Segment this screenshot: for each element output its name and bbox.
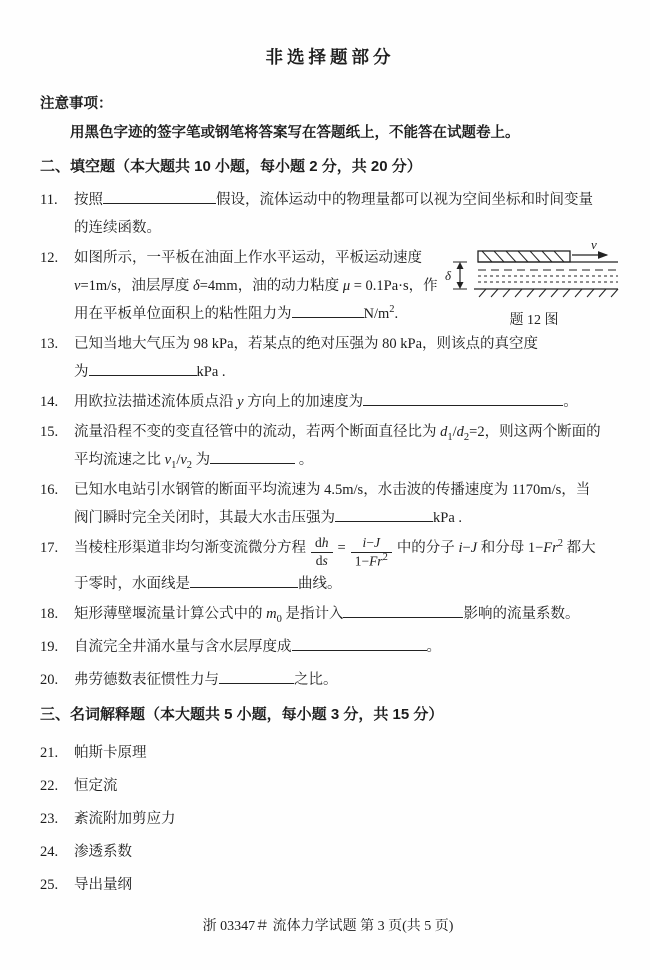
page-title: 非选择题部分 [265,47,395,67]
answer-blank [210,449,295,464]
answer-blank [103,189,216,204]
question-q22 [40,772,616,800]
question-q21 [40,739,616,767]
question-text: 已知水电站引水钢管的断面平均流速为 4.5m/s，水击波的传播速度为 1170m/s，当 阀门瞬时完全关闭时，其最大水击压强为 kPa . [74,482,591,526]
question-number: 20. [40,671,59,688]
answer-blank [219,669,294,684]
question-number: 14. [40,394,59,410]
question-number: 19. [40,638,59,655]
question-number: 13. [40,336,59,352]
question-text: 恒定流 [74,777,118,794]
ground-hatching [479,289,618,297]
fill-question-list [40,186,616,694]
question-text: 自流完全井涌水量与含水层厚度成 。 [74,633,616,661]
question-q13 [40,330,616,386]
question-text: 帕斯卡原理 [74,744,147,761]
question-text: 当棱柱形渠道非均匀渐变流微分方程 $\frac{dh}{ds}$ = $\frac{i-J}{1-Fr^2}$ 中的分子 i−J 和分母 $1-Fr^2$ 都大 于零时，水面线是 曲线。 [74,534,596,592]
question-text: 流量沿程不变的变直径管中的流动，若两个断面直径比为 $d_1/d_2=2$，则这两个断面的 平均流速之比 $v_1/v_2$ 为 。 [74,424,601,471]
fraction: $\frac{dh}{ds}$ [311,535,333,570]
question-number: 25. [40,876,59,893]
question-q20 [40,666,616,694]
section-heading-terms: 三、名词解释题（本大题共 5 小题，每小题 3 分，共 15 分） [40,705,444,723]
question-text: 如图所示，一平板在油面上作水平运动，平板运动速度 v=1m/s，油层厚度 δ=4mm，油的动力粘度 μ = 0.1Pa·s，作 用在平板单位面积上的粘性阻力为 $N/m^2$. [74,250,438,322]
question-q17 [40,534,616,598]
fraction: $\frac{i-J}{1-Fr^2}$ [351,535,392,570]
term-question-list [40,739,616,899]
velocity-label: v [591,239,597,252]
thickness-label: δ [445,268,452,283]
question-number: 23. [40,810,59,827]
question-text: 弗劳德数表征惯性力与 之比。 [74,666,616,694]
question-text: 用欧拉法描述流体质点沿 y 方向上的加速度为 。 [74,388,616,416]
question-q18 [40,600,616,628]
question-number: 21. [40,744,59,761]
question-q12 [40,239,616,328]
question-q11 [40,186,616,242]
question-q14 [40,388,616,416]
section-heading-fill: 二、填空题（本大题共 10 小题，每小题 2 分，共 20 分） [40,158,422,175]
answer-blank [190,573,298,588]
question-text: 按照 假设，流体运动中的物理量都可以视为空间坐标和时间变量 的连续函数。 [74,186,616,242]
question-number: 18. [40,605,59,622]
question-number: 22. [40,777,59,794]
page-footer: 浙 03347＃ 流体力学试题 第 3 页(共 5 页) [202,918,454,934]
answer-blank [343,603,463,618]
question-text: 已知当地大气压为 98 kPa，若某点的绝对压强为 80 kPa，则该点的真空度 为 kPa . [74,336,538,380]
thickness-dimension [453,262,467,289]
question-text: 紊流附加剪应力 [74,810,176,827]
question-text: 导出量纲 [74,876,132,893]
plate [478,251,570,262]
question-number: 24. [40,843,59,860]
answer-blank [335,507,433,522]
answer-blank [292,303,364,318]
question-number: 16. [40,482,59,498]
question-q15 [40,418,616,474]
question-q19 [40,633,616,661]
answer-blank [363,391,563,406]
question-number: 17. [40,540,59,556]
plate-oil-diagram [444,239,624,301]
question-text: 渗透系数 [74,843,132,860]
question-q24 [40,838,616,866]
question-number: 12. [40,250,59,266]
plate-hatching [482,251,564,262]
question-q16 [40,476,616,532]
question-number: 11. [40,192,58,208]
question-q23 [40,805,616,833]
notes-heading: 注意事项： [40,96,113,112]
question-text: 矩形薄壁堰流量计算公式中的 $m_0$ 是指计入 影响的流量系数。 [74,600,616,628]
answer-blank [292,636,427,651]
figure-caption: 题 12 图 [509,313,559,328]
question-number: 15. [40,424,59,440]
question-q25 [40,871,616,899]
notes-body: 用黑色字迹的签字笔或钢笔将答案写在答题纸上，不能答在试题卷上。 [70,125,520,141]
question12-figure [444,239,624,330]
oil-layer-dashes [478,270,618,282]
answer-blank [89,361,197,376]
